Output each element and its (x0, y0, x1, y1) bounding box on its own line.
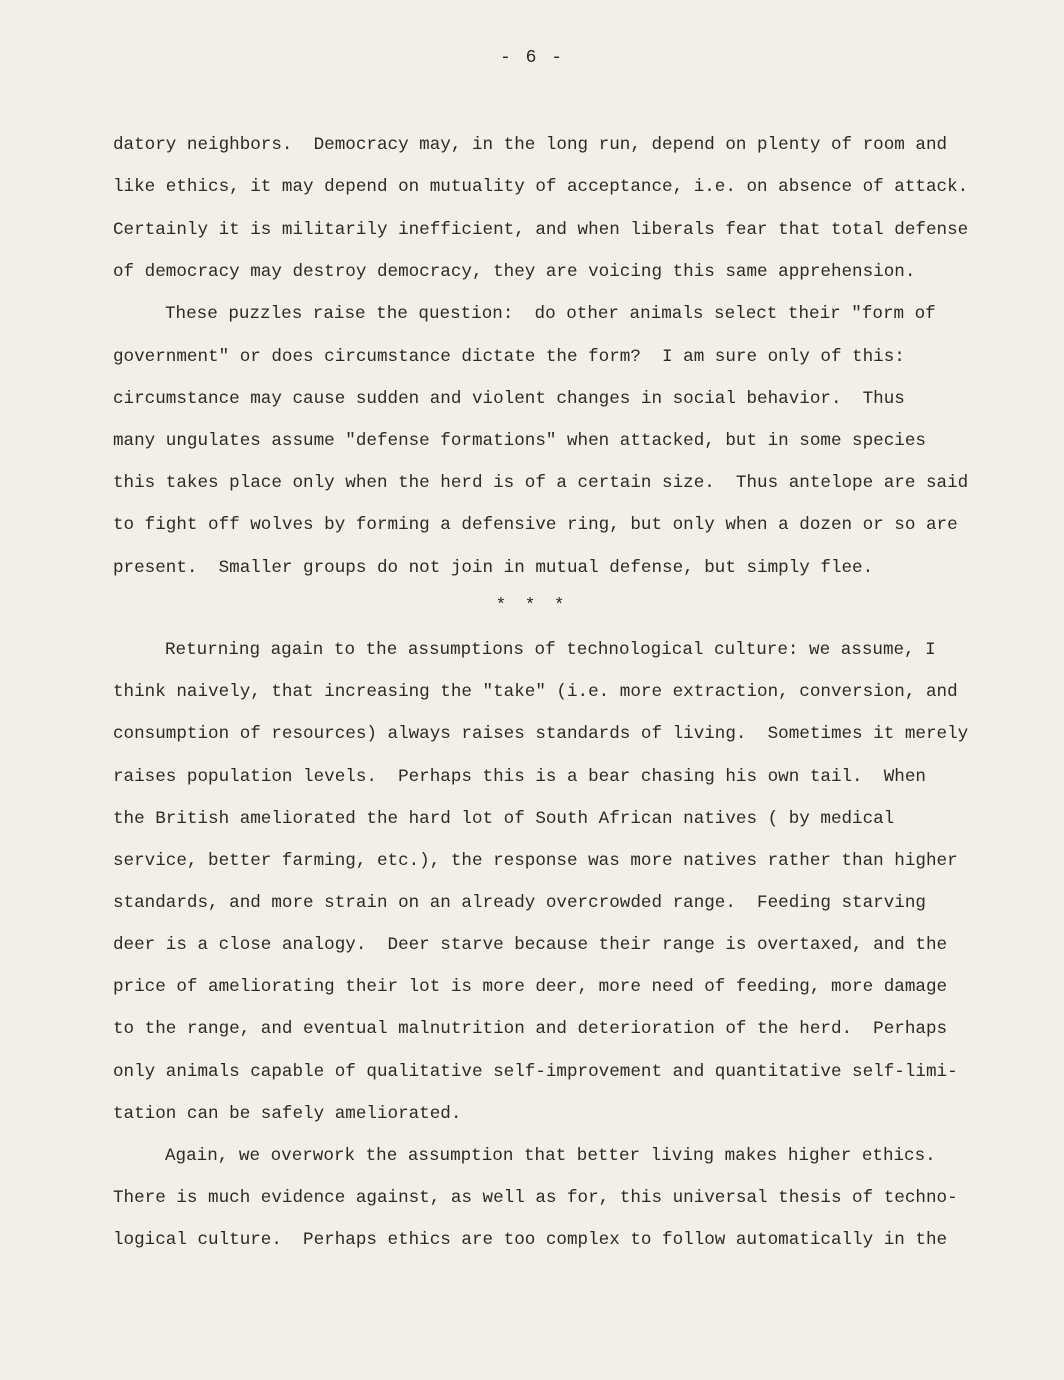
text-line: circumstance may cause sudden and violent changes in social behavior. Thus (113, 389, 905, 409)
text-line: Again, we overwork the assumption that better living makes higher ethics. (165, 1146, 936, 1166)
text-line: think naively, that increasing the "take" (i.e. more extraction, conversion, and (113, 682, 958, 702)
text-line: like ethics, it may depend on mutuality of acceptance, i.e. on absence of attack. (113, 177, 969, 197)
text-line: to the range, and eventual malnutrition and deterioration of the herd. Perhaps (113, 1019, 948, 1039)
text-line: tation can be safely ameliorated. (113, 1104, 462, 1124)
text-line: Certainly it is militarily inefficient, and when liberals fear that total defense (113, 220, 969, 240)
section-separator: * * * (495, 596, 569, 616)
text-line: government" or does circumstance dictate the form? I am sure only of this: (113, 347, 905, 367)
text-line: price of ameliorating their lot is more deer, more need of feeding, more damage (113, 977, 948, 997)
text-line: present. Smaller groups do not join in mutual defense, but simply flee. (113, 558, 874, 578)
text-line: Returning again to the assumptions of technological culture: we assume, I (165, 640, 936, 660)
text-line: many ungulates assume "defense formations" when attacked, but in some species (113, 431, 926, 451)
text-line: to fight off wolves by forming a defensive ring, but only when a dozen or so are (113, 515, 958, 535)
page-number: - 6 - (499, 48, 564, 68)
text-line: the British ameliorated the hard lot of South African natives ( by medical (113, 809, 895, 829)
text-line: deer is a close analogy. Deer starve because their range is overtaxed, and the (113, 935, 948, 955)
text-line: this takes place only when the herd is of a certain size. Thus antelope are said (113, 473, 969, 493)
text-line: raises population levels. Perhaps this is a bear chasing his own tail. When (113, 767, 926, 787)
text-line: consumption of resources) always raises standards of living. Sometimes it merely (113, 724, 969, 744)
text-line: only animals capable of qualitative self-improvement and quantitative self-limi- (113, 1062, 958, 1082)
text-line: There is much evidence against, as well as for, this universal thesis of techno- (113, 1188, 958, 1208)
text-line: of democracy may destroy democracy, they are voicing this same apprehension. (113, 262, 916, 282)
text-line: standards, and more strain on an already overcrowded range. Feeding starving (113, 893, 926, 913)
text-line: These puzzles raise the question: do other animals select their "form of (165, 304, 936, 324)
text-line: service, better farming, etc.), the response was more natives rather than higher (113, 851, 958, 871)
text-line: datory neighbors. Democracy may, in the long run, depend on plenty of room and (113, 135, 948, 155)
text-line: logical culture. Perhaps ethics are too complex to follow automatically in the (113, 1230, 948, 1250)
